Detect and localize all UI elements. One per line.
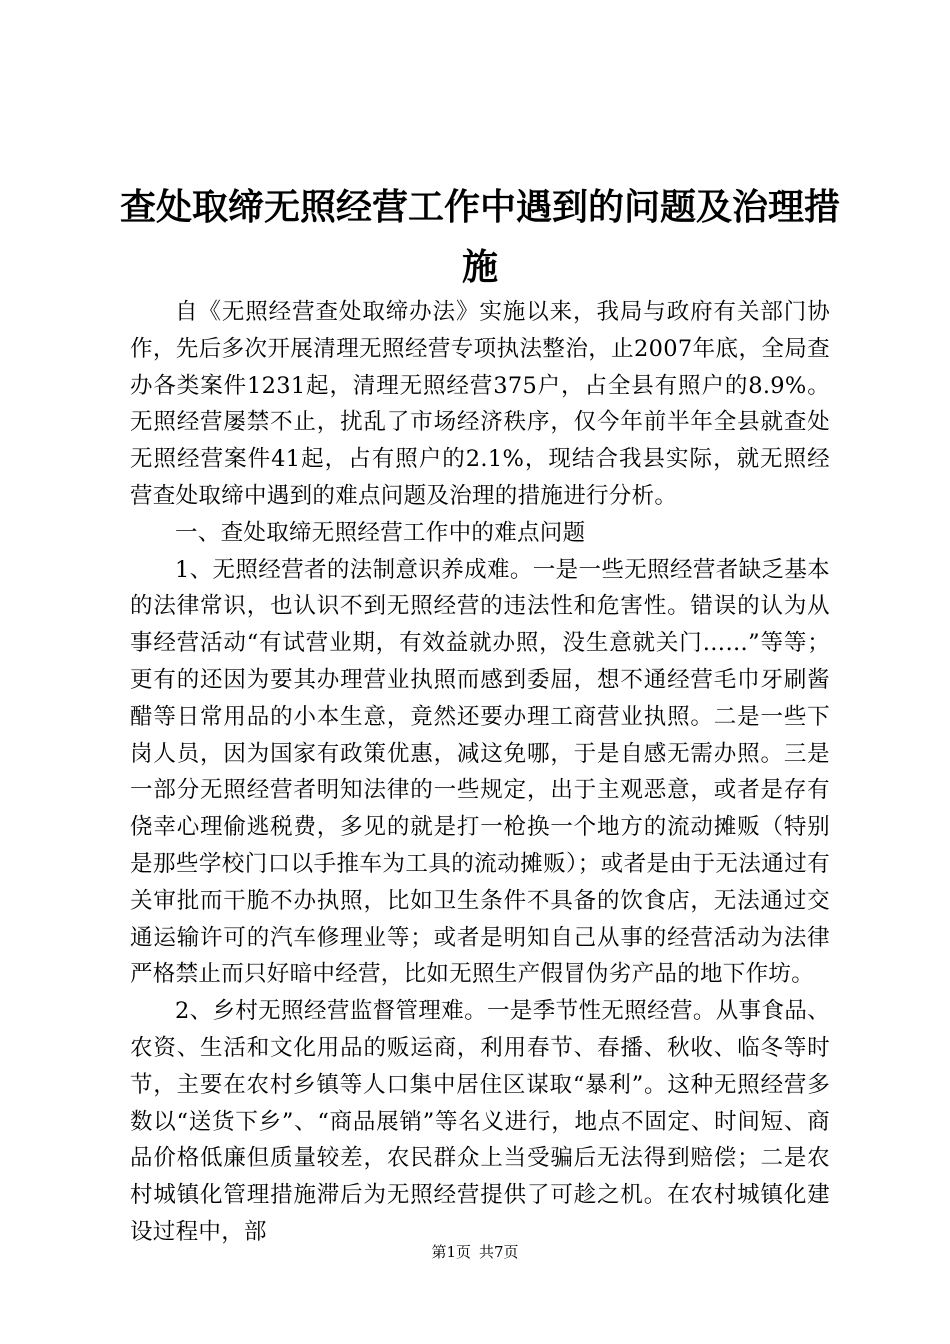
body-paragraph: 2、乡村无照经营监督管理难。一是季节性无照经营。从事食品、农资、生活和文化用品的贩运商，利用春节、春播、秋收、临冬等时节，主要在农村乡镇等人口集中居住区谋取“暴利”。这种无照经营多数以“送货下乡”、“商品展销”等名义进行，地点不固定、时间短、商品价格低廉但质量较差，农民群众上当受骗后无法得到赔偿；二是农村城镇化管理措施滞后为无照经营提供了可趁之机。在农村城镇化建设过程中，部 [130,998,830,1245]
body-paragraph: 1、无照经营者的法制意识养成难。一是一些无照经营者缺乏基本的法律常识，也认识不到无照经营的违法性和危害性。错误的认为从事经营活动“有试营业期，有效益就办照，没生意就关门……”等等；更有的还因为要其办理营业执照而感到委屈，想不通经营毛巾牙刷酱醋等日常用品的小本生意，竟然还要办理工商营业执照。二是一些下岗人员，因为国家有政策优惠，减这免哪，于是自感无需办照。三是一部分无照经营者明知法律的一些规定，出于主观恶意，或者是存有侥幸心理偷逃税费，多见的就是打一枪换一个地方的流动摊贩（特别是那些学校门口以手推车为工具的流动摊贩）；或者是由于无法通过有关审批而干脆不办执照，比如卫生条件不具备的饮食店，无法通过交通运输许可的汽车修理业等；或者是明知自己从事的经营活动为法律严格禁止而只好暗中经营，比如无照生产假冒伪劣产品的地下作坊。 [130,556,830,988]
page-total: 共7页 [479,1243,519,1261]
section-heading: 一、查处取缔无照经营工作中的难点问题 [175,519,586,546]
intro-paragraph: 自《无照经营查处取缔办法》实施以来，我局与政府有关部门协作，先后多次开展清理无照经营专项执法整治，止2007年底，全局查办各类案件1231起，清理无照经营375户，占全县有照户的8.9%。无照经营屡禁不止，扰乱了市场经济秩序，仅今年前半年全县就查处无照经营案件41起，占有照户的2.1%，现结合我县实际，就无照经营查处取缔中遇到的难点问题及治理的措施进行分析。 [130,299,830,509]
document-title: 查处取缔无照经营工作中遇到的问题及治理措施 [120,187,841,288]
page-number: 第1页 [431,1243,471,1261]
page-footer [0,1242,950,1262]
document-body [130,294,830,1251]
